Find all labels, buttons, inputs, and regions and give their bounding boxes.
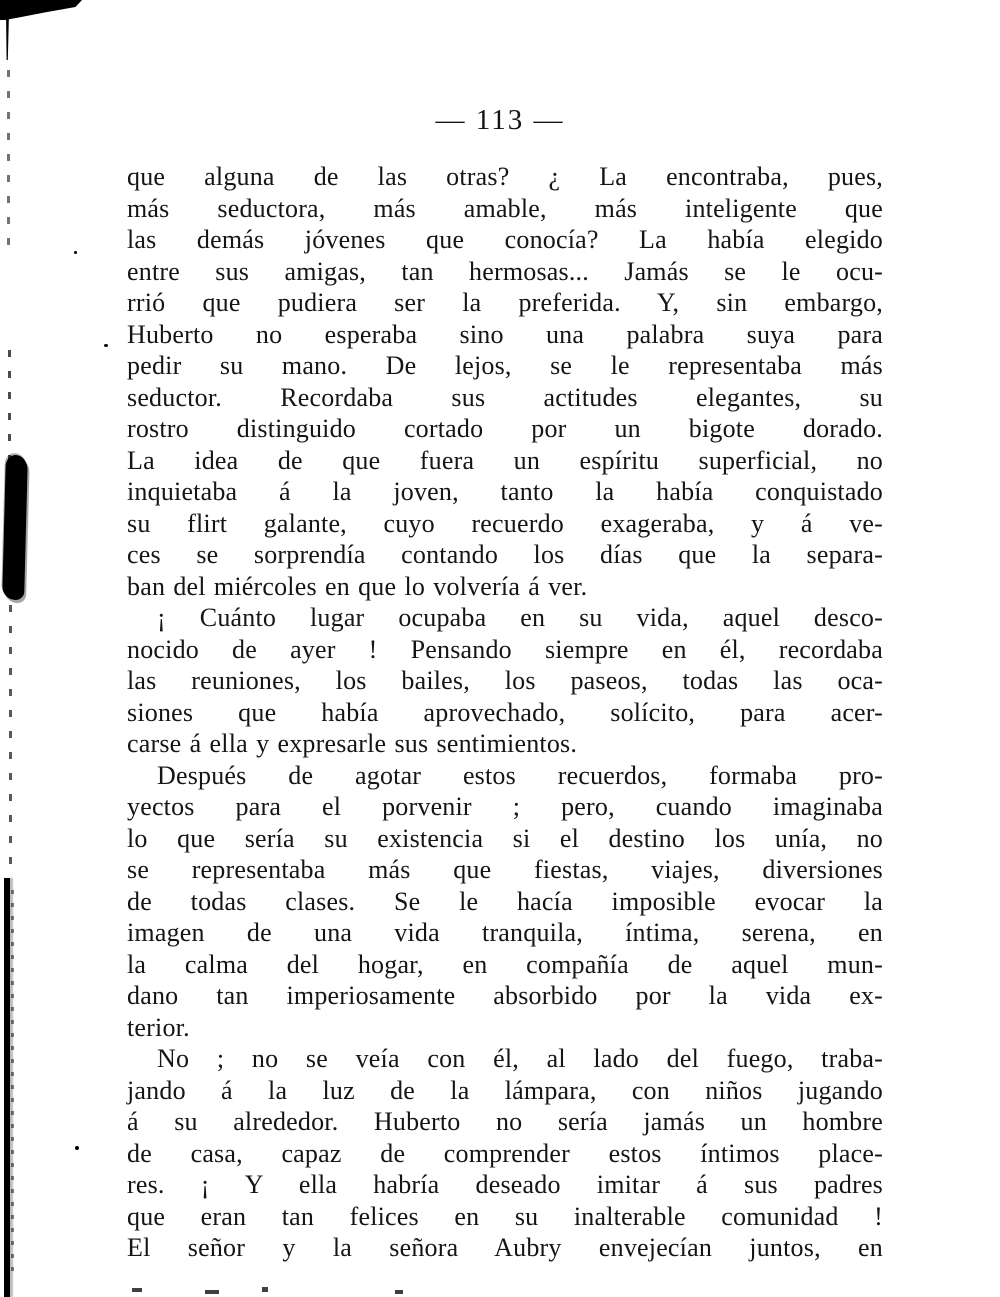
text-line: la calma del hogar, en compañía de aquel mun- — [127, 949, 883, 979]
text-line: siones que había aprovechado, solícito, para acer- — [127, 697, 883, 727]
text-line: Después de agotar estos recuerdos, formaba pro- — [157, 760, 883, 790]
binding-line — [4, 878, 10, 1297]
ink-speck — [74, 251, 77, 254]
text-line: más seductora, más amable, más inteligente que — [127, 193, 883, 223]
binding-speck-line — [8, 350, 11, 460]
text-line: inquietaba á la joven, tanto la había conquistado — [127, 477, 883, 506]
text-line: ¡ Cuánto lugar ocupaba en su vida, aquel desco- — [157, 603, 883, 632]
cutoff-text-speck — [205, 1290, 219, 1294]
text-line: se representaba más que fiestas, viajes, diversiones — [127, 855, 883, 884]
text-line: lo que sería su existencia si el destino los unía, no — [127, 823, 883, 853]
text-line: que alguna de las otras? ¿ La encontraba, pues, — [127, 162, 883, 191]
text-line: rostro distinguido cortado por un bigote dorado. — [127, 414, 883, 443]
text-line: Huberto no esperaba sino una palabra suya para — [127, 319, 883, 349]
cutoff-text-speck — [132, 1288, 142, 1292]
text-line: de casa, capaz de comprender estos íntimos place- — [127, 1138, 883, 1168]
text-line: ban del miércoles en que lo volvería á ver. — [127, 571, 588, 601]
text-line: ces se sorprendía contando los días que la separa- — [127, 540, 883, 569]
ink-smudge-spike — [6, 12, 9, 60]
text-line: imagen de una vida tranquila, íntima, serena, en — [127, 918, 883, 947]
text-line: las demás jóvenes que conocía? La había elegido — [127, 225, 883, 254]
text-line: El señor y la señora Aubry envejecían juntos, en — [127, 1233, 883, 1262]
ink-blob-left-margin — [2, 455, 28, 601]
text-line: nocido de ayer ! Pensando siempre en él, recordaba — [127, 634, 883, 664]
cutoff-text-speck — [262, 1287, 268, 1292]
text-line: No ; no se veía con él, al lado del fuego, traba- — [157, 1044, 883, 1073]
text-line: entre sus amigas, tan hermosas... Jamás se le ocu- — [127, 256, 883, 286]
text-line: yectos para el porvenir ; pero, cuando imaginaba — [127, 792, 883, 821]
binding-fuzz — [11, 890, 14, 1280]
text-line: dano tan imperiosamente absorbido por la vida ex- — [127, 981, 883, 1010]
binding-speck-line — [7, 70, 10, 250]
text-line: las reuniones, los bailes, los paseos, todas las oca- — [127, 666, 883, 695]
text-line: carse á ella y expresarle sus sentimientos. — [127, 729, 578, 758]
text-line: de todas clases. Se le hacía imposible evocar la — [127, 886, 883, 916]
ink-smudge-top-left — [0, 0, 82, 20]
text-line: que eran tan felices en su inalterable comunidad ! — [127, 1201, 883, 1231]
page-number-header: — 113 — — [435, 104, 565, 136]
text-line: terior. — [127, 1012, 190, 1042]
ink-speck — [75, 1146, 79, 1150]
text-line: La idea de que fuera un espíritu superficial, no — [127, 445, 883, 475]
text-line: jando á la luz de la lámpara, con niños jugando — [127, 1075, 883, 1105]
text-line: rrió que pudiera ser la preferida. Y, sin embargo, — [127, 288, 883, 317]
text-line: pedir su mano. De lejos, se le representaba más — [127, 351, 883, 380]
text-line: su flirt galante, cuyo recuerdo exageraba, y á ve- — [127, 508, 883, 538]
text-line: seductor. Recordaba sus actitudes elegantes, su — [127, 382, 883, 412]
text-line: res. ¡ Y ella habría deseado imitar á sus padres — [127, 1170, 883, 1199]
ink-speck — [104, 344, 108, 347]
binding-speck-line — [9, 605, 12, 875]
body-text — [127, 161, 883, 1264]
text-line: á su alrededor. Huberto no sería jamás un hombre — [127, 1107, 883, 1136]
cutoff-text-speck — [395, 1290, 403, 1294]
